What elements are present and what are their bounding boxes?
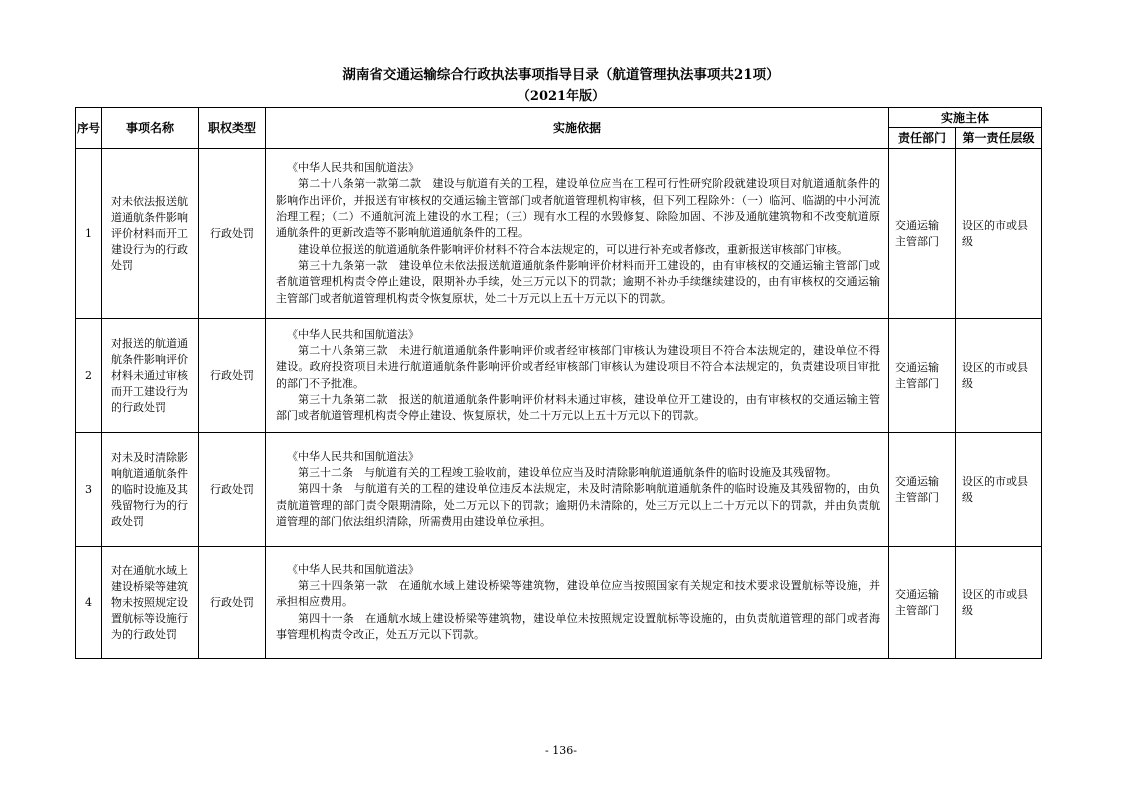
- basis-article: 第四十条 与航道有关的工程的建设单位违反本法规定，未及时清除影响航道通航条件的临时设施及其残留物的，由负责航道管理的部门责令限期清除，处二万元以下的罚款；逾期仍未清除的，处三万元以上二十万元以下的罚款，并由负责航道管理的部门依法组织清除，所需费用由建设单位承担。: [276, 482, 880, 528]
- basis-article: 第二十八条第三款 未进行航道通航条件影响评价或者经审核部门审核认为建设项目不符合本法规定的，建设单位不得建设。政府投资项目未进行航道通航条件影响评价或者经审核部门审核认为建设项目不符合本法规定的，负责建设项目审批的部门不予批准。: [276, 343, 880, 390]
- table-row: [76, 547, 1042, 659]
- header-seq: 序号: [76, 108, 102, 149]
- row-first-level: 设区的市或县级: [956, 433, 1042, 547]
- basis-law-name: 《中华人民共和国航道法》: [287, 327, 419, 341]
- row-first-level: 设区的市或县级: [956, 319, 1042, 433]
- row-responsible-dept: 交通运输主管部门: [889, 433, 956, 547]
- row-basis: [266, 433, 889, 547]
- row-item-name: 对在通航水域上建设桥梁等建筑物未按照规定设置航标等设施行为的行政处罚: [102, 547, 199, 659]
- document-title: 湖南省交通运输综合行政执法事项指导目录（航道管理执法事项共21项）: [342, 67, 780, 83]
- header-basis: 实施依据: [266, 108, 889, 149]
- header-subject: 实施主体: [889, 108, 1042, 128]
- basis-article: 第三十四条第一款 在通航水域上建设桥梁等建筑物，建设单位应当按照国家有关规定和技术要求设置航标等设施，并承担相应费用。: [276, 579, 880, 609]
- header-dept: 责任部门: [889, 128, 956, 149]
- table-row: [76, 319, 1042, 433]
- basis-article: 建设单位报送的航道通航条件影响评价材料不符合本法规定的，可以进行补充或者修改，重新报送审核部门审核。: [298, 242, 848, 256]
- table-body: [76, 149, 1042, 659]
- header-level: 第一责任层级: [956, 128, 1042, 149]
- table-row: [76, 433, 1042, 547]
- header-type: 职权类型: [199, 108, 266, 149]
- basis-article: 第三十二条 与航道有关的工程竣工验收前，建设单位应当及时清除影响航道通航条件的临时设施及其残留物。: [298, 466, 837, 480]
- row-item-name: 对未及时清除影响航道通航条件的临时设施及其残留物行为的行政处罚: [102, 433, 199, 547]
- row-seq: 2: [76, 319, 102, 433]
- row-power-type: 行政处罚: [199, 319, 266, 433]
- row-item-name: 对报送的航道通航条件影响评价材料未通过审核而开工建设行为的行政处罚: [102, 319, 199, 433]
- enforcement-items-table: [75, 107, 1042, 659]
- basis-article: 第三十九条第一款 建设单位未依法报送航道通航条件影响评价材料而开工建设的，由有审核权的交通运输主管部门或者航道管理机构责令停止建设，限期补办手续，处三万元以下的罚款；逾期不补办手续继续建设的，由有审核权的交通运输主管部门或者航道管理机构责令恢复原状，处二十万元以上五十万元以下的罚款。: [276, 258, 880, 305]
- row-basis: [266, 547, 889, 659]
- row-responsible-dept: 交通运输主管部门: [889, 319, 956, 433]
- basis-article: 第三十九条第二款 报送的航道通航条件影响评价材料未通过审核，建设单位开工建设的，由有审核权的交通运输主管部门或者航道管理机构责令停止建设、恢复原状，处二十万元以上五十万元以下的罚款。: [276, 392, 880, 423]
- table-row: [76, 149, 1042, 319]
- row-item-name: 对未依法报送航道通航条件影响评价材料而开工建设行为的行政处罚: [102, 149, 199, 319]
- basis-law-name: 《中华人民共和国航道法》: [287, 161, 419, 175]
- page-number: - 136-: [545, 744, 577, 757]
- row-seq: 1: [76, 149, 102, 319]
- row-first-level: 设区的市或县级: [956, 149, 1042, 319]
- basis-article: 第二十八条第一款第二款 建设与航道有关的工程，建设单位应当在工程可行性研究阶段就建设项目对航道通航条件的影响作出评价，并报送有审核权的交通运输主管部门或者航道管理机构审核，但下列工程除外：（一）临河、临湖的中小河流治理工程；（二）不通航河流上建设的水工程；（三）现有水工程的水毁修复、除险加固、不涉及通航建筑物和不改变航道原通航条件的更新改造等不影响航道通航条件的工程。: [276, 177, 880, 240]
- row-power-type: 行政处罚: [199, 149, 266, 319]
- row-responsible-dept: 交通运输主管部门: [889, 149, 956, 319]
- row-basis: [266, 149, 889, 319]
- basis-law-name: 《中华人民共和国航道法》: [287, 562, 419, 576]
- row-responsible-dept: 交通运输主管部门: [889, 547, 956, 659]
- basis-law-name: 《中华人民共和国航道法》: [287, 449, 419, 463]
- row-seq: 4: [76, 547, 102, 659]
- row-first-level: 设区的市或县级: [956, 547, 1042, 659]
- row-basis: [266, 319, 889, 433]
- row-seq: 3: [76, 433, 102, 547]
- basis-article: 第四十一条 在通航水域上建设桥梁等建筑物，建设单位未按照规定设置航标等设施的，由负责航道管理的部门或者海事管理机构责令改正，处五万元以下罚款。: [276, 611, 880, 641]
- row-power-type: 行政处罚: [199, 433, 266, 547]
- header-name: 事项名称: [102, 108, 199, 149]
- document-subtitle: （2021年版）: [516, 89, 606, 104]
- row-power-type: 行政处罚: [199, 547, 266, 659]
